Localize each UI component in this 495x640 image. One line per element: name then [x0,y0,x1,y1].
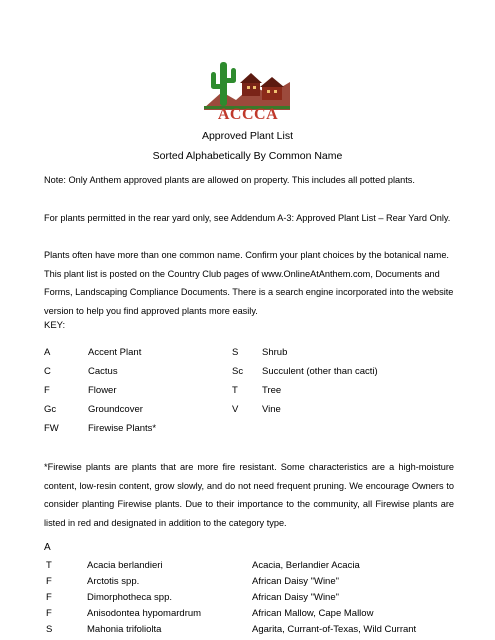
plant-type: F [46,576,52,587]
plant-common: African Mallow, Cape Mallow [252,608,374,619]
plant-botanical: Mahonia trifoliolta [87,624,162,635]
key-label: Flower [88,385,117,396]
plant-type: S [46,624,53,635]
plant-botanical: Anisodontea hypomardrum [87,608,202,619]
key-code: Gc [44,404,57,415]
section-letter: A [44,542,51,553]
plant-botanical: Dimorphotheca spp. [87,592,173,603]
key-label: Vine [262,404,281,415]
key-code: T [232,385,238,396]
key-title: KEY: [44,320,66,331]
key-code: FW [44,423,59,434]
key-code: V [232,404,239,415]
key-label: Shrub [262,347,288,358]
firewise-note: *Firewise plants are plants that are more fire resistant. Some characteristics are a high-moisture content, low-resin content, grow slowly, and do not need frequent pruning. We encourage Owners to consider planting Firewise plants. Due to their importance to the community, all Firewise plants are listed in red and designated in addition to the category type. [44,462,454,529]
page-subtitle: Sorted Alphabetically By Common Name [152,150,343,162]
key-code: S [232,347,239,358]
plant-botanical: Arctotis spp. [87,576,140,587]
plant-botanical: Acacia berlandieri [87,560,163,571]
plant-type: F [46,592,52,603]
key-code: A [44,347,51,358]
plant-type: F [46,608,52,619]
key-code: F [44,385,50,396]
key-label: Succulent (other than cacti) [262,366,378,377]
plant-common: Agarita, Currant-of-Texas, Wild Currant [252,624,417,635]
key-label: Tree [262,385,282,396]
key-label: Firewise Plants* [88,423,157,434]
note-paragraph: Note: Only Anthem approved plants are allowed on property. This includes all potted plants. [44,175,415,185]
key-label: Cactus [88,366,118,377]
rear-yard-paragraph: For plants permitted in the rear yard only, see Addendum A-3: Approved Plant List – Rear Yard Only. [44,213,451,223]
plant-common: African Daisy "Wine" [252,576,339,587]
key-code: C [44,366,51,377]
plant-common: Acacia, Berlandier Acacia [252,560,360,571]
common-names-paragraph: Plants often have more than one common name. Confirm your plant choices by the botanical name. This plant list is posted on the Country Club pages of www.OnlineAtAnthem.com, Documents and Forms, Landscaping Compliance Documents. There is a search engine incorporated into the website version to help you find approved plants more easily. [44,250,454,317]
key-label: Accent Plant [88,347,142,358]
plant-common: African Daisy "Wine" [252,592,339,603]
key-label: Groundcover [88,404,143,415]
key-code: Sc [232,366,244,377]
page-title: Approved Plant List [201,130,294,142]
logo-text: ACCCA [217,106,279,123]
plant-type: T [46,560,52,571]
